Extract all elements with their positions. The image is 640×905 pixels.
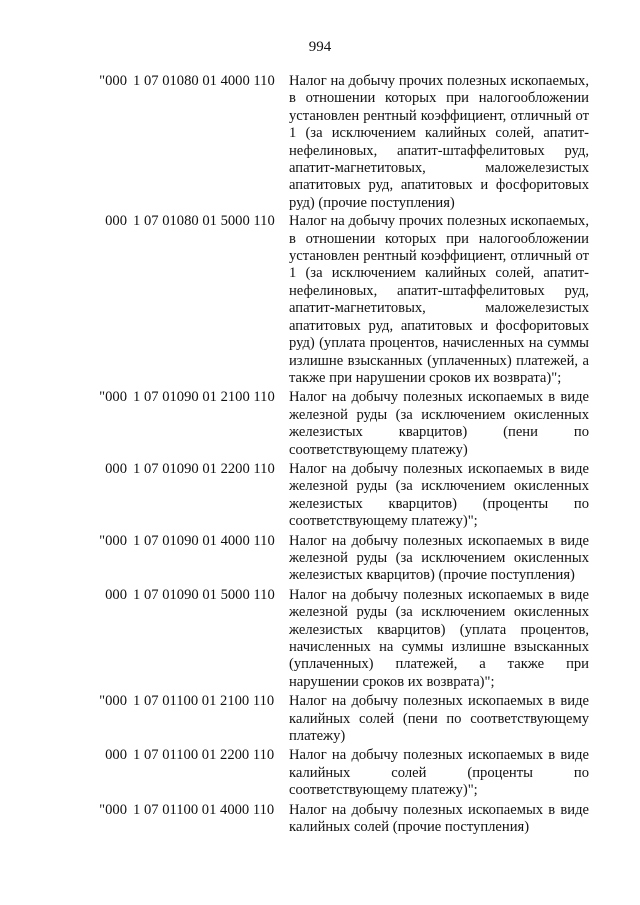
- entry-description: Налог на добычу полезных ископаемых в виде железной руды (за исключением окисленных железистых кварцитов) (пени по соответствующему платежу): [289, 389, 589, 458]
- budget-classification-code: 1 07 01090 01 5000 110: [133, 586, 275, 603]
- admin-code: "000: [99, 693, 127, 710]
- admin-code: "000: [99, 389, 127, 406]
- admin-code: 000: [105, 460, 127, 477]
- entry-description: Налог на добычу прочих полезных ископаемых, в отношении которых при налогообложении установлен рентный коэффициент, отличный от 1 (за исключением калийных солей, апатит-нефелиновых, апатит-штаффелитовых руд, апатит-магнетитовых, маложелезистых апатитовых руд, апатитовых и фосфоритовых руд) (уплата процентов, начисленных на суммы излишне взысканных (уплаченных) платежей, а также при нарушении сроков их возврата)";: [289, 213, 589, 386]
- budget-classification-code: 1 07 01090 01 2100 110: [133, 389, 275, 406]
- budget-classification-code: 1 07 01100 01 2200 110: [133, 747, 275, 764]
- admin-code: 000: [105, 586, 127, 603]
- entry-description: Налог на добычу полезных ископаемых в виде железной руды (за исключением окисленных железистых кварцитов) (прочие поступления): [289, 532, 589, 584]
- admin-code: "000: [99, 532, 127, 549]
- page-number: 994: [308, 39, 332, 55]
- list-item: [0, 587, 640, 691]
- entry-description: Налог на добычу полезных ископаемых в виде железной руды (за исключением окисленных железистых кварцитов) (проценты по соответствующему платежу)";: [289, 460, 589, 530]
- entry-description: Налог на добычу полезных ископаемых в виде калийных солей (проценты по соответствующему платежу)";: [289, 747, 589, 799]
- list-item: [0, 461, 640, 531]
- budget-code-list: [0, 73, 640, 836]
- entry-description: Налог на добычу полезных ископаемых в виде железной руды (за исключением окисленных железистых кварцитов) (уплата процентов, начисленных на суммы излишне взысканных (уплаченных) платежей, а также при нарушении сроков их возврата)";: [289, 586, 589, 690]
- list-item: [0, 389, 640, 459]
- budget-classification-code: 1 07 01100 01 4000 110: [133, 801, 275, 818]
- list-item: [0, 73, 640, 212]
- list-item: [0, 802, 640, 837]
- entry-description: Налог на добычу прочих полезных ископаемых, в отношении которых при налогообложении установлен рентный коэффициент, отличный от 1 (за исключением калийных солей, апатит-нефелиновых, апатит-штаффелитовых руд, апатит-магнетитовых, маложелезистых апатитовых руд, апатитовых и фосфоритовых руд) (прочие поступления): [289, 73, 589, 211]
- list-item: [0, 533, 640, 585]
- budget-classification-code: 1 07 01100 01 2100 110: [133, 693, 275, 710]
- admin-code: "000: [99, 73, 127, 89]
- admin-code: 000: [105, 747, 127, 764]
- admin-code: 000: [105, 213, 127, 230]
- entry-description: Налог на добычу полезных ископаемых в виде калийных солей (пени по соответствующему платежу): [289, 693, 589, 745]
- list-item: [0, 693, 640, 745]
- list-item: [0, 747, 640, 799]
- list-item: [0, 213, 640, 387]
- budget-classification-code: 1 07 01090 01 2200 110: [133, 460, 275, 477]
- entry-description: Налог на добычу полезных ископаемых в виде калийных солей (прочие поступления): [289, 801, 589, 836]
- budget-classification-code: 1 07 01090 01 4000 110: [133, 532, 275, 549]
- budget-classification-code: 1 07 01080 01 4000 110: [133, 73, 275, 89]
- budget-classification-code: 1 07 01080 01 5000 110: [133, 213, 275, 230]
- admin-code: "000: [99, 801, 127, 818]
